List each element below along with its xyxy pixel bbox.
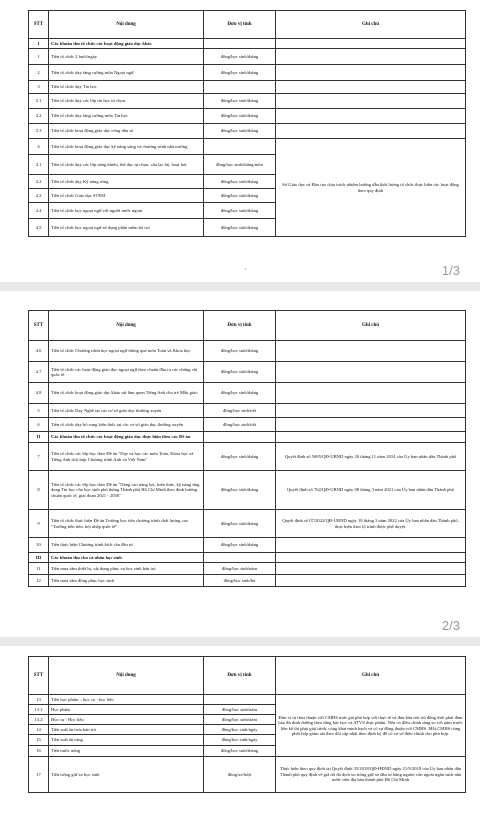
cell-don-vi: đồng/học sinh/năm	[204, 705, 276, 715]
header-don-vi: Đơn vị tính	[204, 11, 276, 39]
table-row	[29, 81, 466, 94]
cell-ghi-chu: Quyết định số 762/QĐ-UBND ngày 08 tháng 3 năm 2021 của Ủy ban nhân dân Thành phố	[276, 471, 466, 510]
cell-ghi-chu: Sở Giáo dục và Đào tạo chịu trách nhiệm hướng dẫn thời lượng tổ chức thực hiện các hoạt động theo quy định	[276, 139, 466, 237]
cell-noi-dung: Tiền tổ chức Chương trình học ngoại ngữ thông qua môn Toán và Khoa học	[49, 341, 204, 362]
cell-noi-dung: Tiền tổ chức dạy tăng cường môn Tin học	[49, 109, 204, 124]
cell-stt: II	[29, 432, 49, 443]
cell-don-vi	[204, 39, 276, 49]
cell-noi-dung: Các khoản thu cho cá nhân học sinh	[49, 553, 204, 563]
cell-stt: 4.7	[29, 362, 49, 383]
cell-don-vi: đồng/học sinh/tháng	[204, 471, 276, 510]
cell-don-vi: đồng/học sinh/tháng	[204, 443, 276, 471]
cell-ghi-chu	[276, 553, 466, 563]
cell-stt: 4.3	[29, 189, 49, 203]
cell-noi-dung: Tiền tổ chức Dạy Nghề tại các cơ sở giáo dục thường xuyên	[49, 404, 204, 418]
cell-noi-dung: Tiền nước uống	[49, 746, 204, 757]
cell-noi-dung: Tiền thực hiện Chương trình kích cầu đầu tư	[49, 538, 204, 553]
cell-don-vi: đồng/học sinh/tháng	[204, 49, 276, 65]
cell-noi-dung: Tiền tổ chức học ngoại ngữ với người nước ngoài	[49, 203, 204, 219]
cell-don-vi: đồng/học sinh/tháng	[204, 510, 276, 538]
table-row	[29, 341, 466, 362]
cell-don-vi: đồng/học sinh/tiết	[204, 404, 276, 418]
section-row	[29, 553, 466, 563]
table-row	[29, 139, 466, 155]
table-row	[29, 124, 466, 139]
cell-don-vi: đồng/học sinh/tháng	[204, 746, 276, 757]
cell-don-vi: đồng/xe/lượt	[204, 757, 276, 793]
cell-noi-dung: Tiền tổ chức các hoạt động giáo dục ngoại ngữ theo chuẩn đầu ra các chứng chỉ quốc tế	[49, 362, 204, 383]
cell-noi-dung: Tiền trông giữ xe học sinh	[49, 757, 204, 793]
table-row	[29, 575, 466, 587]
cell-noi-dung: Tiền tổ chức hoạt động giáo dục công dân số	[49, 124, 204, 139]
header-noi-dung: Nội dung	[49, 311, 204, 341]
cell-noi-dung: Tiền tổ chức dạy bổ sung kiến thức tại các cơ sở giáo dục thường xuyên	[49, 418, 204, 432]
cell-don-vi: đồng/học sinh/tháng	[204, 538, 276, 553]
fee-table-page-1	[28, 10, 466, 237]
cell-stt: 12	[29, 575, 49, 587]
cell-noi-dung: Tiền tổ chức dạy các lớp tin học tự chọn	[49, 94, 204, 109]
cell-noi-dung: Tiền tổ chức Giáo dục STEM	[49, 189, 204, 203]
document-page-1	[0, 0, 480, 282]
cell-noi-dung: Tiền mua sắm đồng phục học sinh	[49, 575, 204, 587]
cell-ghi-chu: Quyết định số 07/2022/QĐ-UBND ngày 18 tháng 3 năm 2022 của Ủy ban nhân dân Thành phố, thực hiện theo lộ trình được phê duyệt.	[276, 510, 466, 538]
table-row	[29, 538, 466, 553]
cell-don-vi: đồng/học sinh/tháng	[204, 219, 276, 237]
document-page-2	[0, 291, 480, 637]
cell-stt: 3.1	[29, 94, 49, 109]
header-ghi-chu: Ghi chú	[276, 657, 466, 695]
table-row	[29, 418, 466, 432]
cell-stt: 1	[29, 49, 49, 65]
cell-stt: I	[29, 39, 49, 49]
header-stt: STT	[29, 311, 49, 341]
cell-ghi-chu: Quyết định số 5695/QĐ-UBND ngày 20 tháng 11 năm 2014 của Ủy ban nhân dân Thành phố	[276, 443, 466, 471]
cell-stt: 15	[29, 735, 49, 746]
header-stt: STT	[29, 657, 49, 695]
cell-stt: 4.4	[29, 203, 49, 219]
cell-stt: 16	[29, 746, 49, 757]
table-row	[29, 563, 466, 575]
cell-don-vi: đồng/học sinh/năm	[204, 563, 276, 575]
table-row	[29, 510, 466, 538]
cell-ghi-chu	[276, 81, 466, 94]
cell-ghi-chu	[276, 39, 466, 49]
section-row	[29, 39, 466, 49]
cell-stt: 4.1	[29, 155, 49, 175]
cell-noi-dung: Tiền tổ chức các lớp học theo Đề án "Nâng cao năng lực, kiến thức, kỹ năng ứng dụng Tin học cho học sinh phổ thông Thành phố Hồ Chí Minh theo định hướng chuẩn quốc tế, giai đoạn 2021 - 2030"	[49, 471, 204, 510]
cell-ghi-chu	[276, 432, 466, 443]
table-row	[29, 94, 466, 109]
fee-table-page-3	[28, 656, 466, 793]
page-number-1: 1/3	[441, 263, 460, 278]
table-row	[29, 109, 466, 124]
cell-ghi-chu	[276, 65, 466, 81]
document-page-3	[0, 646, 480, 830]
cell-stt: 9	[29, 510, 49, 538]
cell-noi-dung: Tiền học phẩm – học cụ - học liệu	[49, 695, 204, 705]
cell-stt: III	[29, 553, 49, 563]
header-ghi-chu: Ghi chú	[276, 11, 466, 39]
cell-stt: 4	[29, 139, 49, 155]
cell-don-vi: đồng/học sinh/tháng	[204, 383, 276, 404]
cell-ghi-chu	[276, 538, 466, 553]
cell-stt: 3.3	[29, 124, 49, 139]
table-row	[29, 471, 466, 510]
cell-stt: 14	[29, 725, 49, 735]
cell-ghi-chu	[276, 404, 466, 418]
cell-stt: 11	[29, 563, 49, 575]
table-row	[29, 757, 466, 793]
cell-stt: 17	[29, 757, 49, 793]
header-don-vi: Đơn vị tính	[204, 311, 276, 341]
cell-noi-dung: Học phẩm	[49, 705, 204, 715]
cell-ghi-chu	[276, 418, 466, 432]
cell-don-vi: đồng/học sinh/ngày	[204, 725, 276, 735]
cell-don-vi: đồng/học sinh/tháng	[204, 341, 276, 362]
cell-noi-dung: Tiền suất ăn sáng	[49, 735, 204, 746]
cell-stt: 4.8	[29, 383, 49, 404]
table-row	[29, 49, 466, 65]
header-ghi-chu: Ghi chú	[276, 311, 466, 341]
cell-stt: 13.1	[29, 705, 49, 715]
cell-stt: 3.2	[29, 109, 49, 124]
cell-noi-dung: Tiền suất ăn trưa bán trú	[49, 725, 204, 735]
cell-don-vi: đồng/học sinh/tháng	[204, 109, 276, 124]
page-mark: ı	[245, 266, 247, 271]
cell-noi-dung: Tiền tổ chức dạy Kỹ năng sống	[49, 175, 204, 189]
cell-don-vi	[204, 139, 276, 155]
cell-don-vi: đồng/học sinh/tiết	[204, 418, 276, 432]
cell-noi-dung: Tiền tổ chức hoạt động giáo dục khảo sát làm quen Tiếng Anh cho trẻ Mẫu giáo	[49, 383, 204, 404]
cell-noi-dung: Tiền tổ chức 2 buổi/ngày	[49, 49, 204, 65]
cell-don-vi: đồng/học sinh/tháng	[204, 65, 276, 81]
cell-ghi-chu	[276, 94, 466, 109]
cell-ghi-chu	[276, 362, 466, 383]
cell-don-vi: đồng/học sinh/bộ	[204, 575, 276, 587]
cell-noi-dung: Tiền tổ chức hoạt động giáo dục kỹ năng sống và chương trình nhà trường	[49, 139, 204, 155]
cell-noi-dung: Tiền tổ chức các lớp học theo Đề án "Dạy và học các môn Toán, Khoa học và Tiếng Anh tích hợp Chương trình Anh và Việt Nam"	[49, 443, 204, 471]
cell-stt: 7	[29, 443, 49, 471]
cell-ghi-chu: Thực hiện theo quy định tại Quyết định 35/2018/QĐ-HĐND ngày 21/9/2018 của Ủy ban nhân dân Thành phố quy định về giá tối đa dịch vụ trông giữ xe đầu tư bằng nguồn vốn ngoài ngân sách nhà nước trên địa bàn thành phố Hồ Chí Minh	[276, 757, 466, 793]
cell-don-vi: đồng/học sinh/tháng	[204, 175, 276, 189]
cell-ghi-chu	[276, 383, 466, 404]
header-noi-dung: Nội dung	[49, 657, 204, 695]
cell-don-vi: đồng/học sinh/tháng	[204, 189, 276, 203]
page-number-2: 2/3	[441, 618, 460, 633]
cell-ghi-chu	[276, 563, 466, 575]
header-don-vi: Đơn vị tính	[204, 657, 276, 695]
cell-noi-dung: Tiền tổ chức thực hiện Đề án Trường học tiên chương trình chất lượng cao "Trường tiên tiến, hội nhập quốc tế"	[49, 510, 204, 538]
cell-stt: 4.2	[29, 175, 49, 189]
header-stt: STT	[29, 11, 49, 39]
cell-don-vi	[204, 553, 276, 563]
table-header-row	[29, 11, 466, 39]
cell-don-vi: đồng/học sinh/tháng	[204, 203, 276, 219]
cell-don-vi: đồng/học sinh/tháng	[204, 124, 276, 139]
table-header-row	[29, 311, 466, 341]
cell-noi-dung: Tiền tổ chức dạy tăng cường môn Ngoại ngữ	[49, 65, 204, 81]
cell-ghi-chu	[276, 109, 466, 124]
table-row	[29, 65, 466, 81]
section-row	[29, 432, 466, 443]
cell-stt: 2	[29, 65, 49, 81]
cell-stt: 10	[29, 538, 49, 553]
cell-don-vi: đồng/học sinh/năm	[204, 715, 276, 725]
cell-stt: 13.2	[29, 715, 49, 725]
table-header-row	[29, 657, 466, 695]
cell-stt: 5	[29, 404, 49, 418]
cell-ghi-chu	[276, 341, 466, 362]
cell-don-vi	[204, 695, 276, 705]
cell-ghi-chu	[276, 49, 466, 65]
cell-noi-dung: Các khoản thu tổ chức các hoạt động giáo dục khác	[49, 39, 204, 49]
cell-noi-dung: Các khoản thu tổ chức các hoạt động giáo dục thực hiện theo các Đề án	[49, 432, 204, 443]
cell-ghi-chu	[276, 575, 466, 587]
table-row	[29, 443, 466, 471]
cell-don-vi: đồng/học sinh/tháng	[204, 94, 276, 109]
cell-noi-dung: Tiền mua sắm thiết bị, vật dụng phục vụ học sinh bán trú	[49, 563, 204, 575]
cell-noi-dung: Tiền tổ chức dạy các lớp năng khiếu, thể dục tự chọn, câu lạc bộ, hoạt hơi	[49, 155, 204, 175]
fee-table-page-2	[28, 310, 466, 587]
cell-stt: 13	[29, 695, 49, 705]
cell-stt: 3	[29, 81, 49, 94]
table-row	[29, 695, 466, 705]
cell-stt: 8	[29, 471, 49, 510]
table-row	[29, 362, 466, 383]
cell-don-vi: đồng/học sinh/tháng/môn	[204, 155, 276, 175]
cell-ghi-chu: Đơn vị tự thỏa thuận với CMHS mức giá phù hợp với thực tế và đưa bàn nơi trú đồng thời phải đảm bảo đủ dinh dưỡng theo từng bậc học và ATVS thực phẩm. Nếu có điều chỉnh tăng so với năm trước liền kề thì phải giải trình, công khai minh bạch và có sự đồng thuận với CMHS. Mỗi CMHS cùng phối hợp giám sát theo dõi cập nhật theo định kỳ để có cơ sở điều chỉnh cho phù hợp.	[276, 695, 466, 757]
table-row	[29, 404, 466, 418]
cell-don-vi	[204, 432, 276, 443]
cell-don-vi: đồng/học sinh/tháng	[204, 362, 276, 383]
cell-stt: 4.6	[29, 341, 49, 362]
cell-ghi-chu	[276, 124, 466, 139]
header-noi-dung: Nội dung	[49, 11, 204, 39]
cell-stt: 6	[29, 418, 49, 432]
cell-noi-dung: Tiền tổ chức học ngoại ngữ sử dụng phần mềm bổ trợ	[49, 219, 204, 237]
cell-stt: 4.5	[29, 219, 49, 237]
cell-don-vi: đồng/học sinh/ngày	[204, 735, 276, 746]
table-row	[29, 383, 466, 404]
cell-don-vi	[204, 81, 276, 94]
cell-noi-dung: Học cụ - Học liệu	[49, 715, 204, 725]
cell-noi-dung: Tiền tổ chức dạy Tin học	[49, 81, 204, 94]
